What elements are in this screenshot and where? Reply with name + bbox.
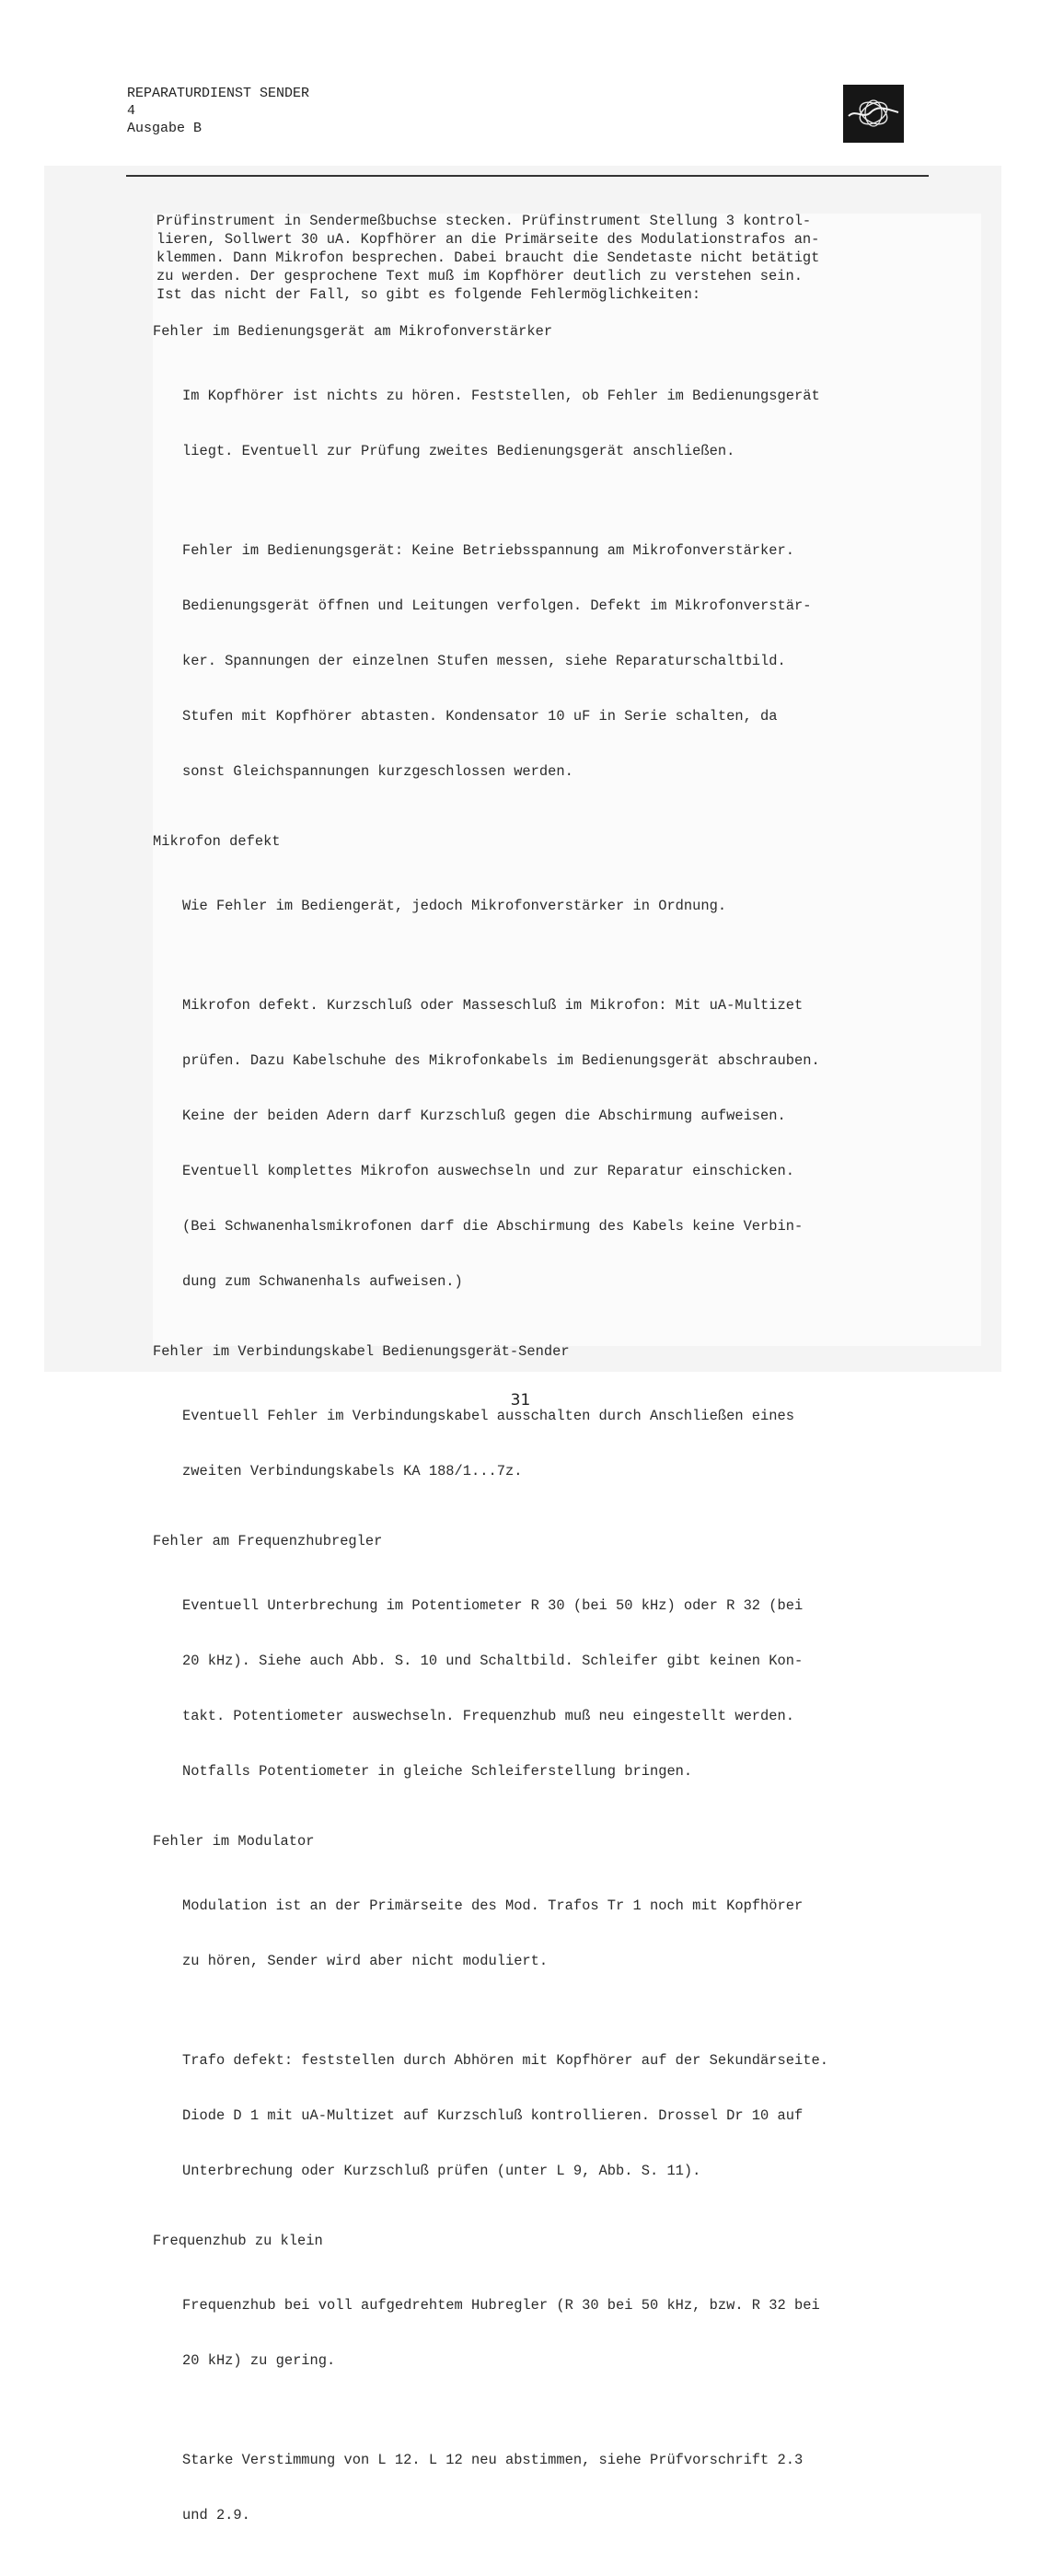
section-paragraph — [182, 1560, 931, 1817]
text-line: Bedienungsgerät öffnen und Leitungen verfolgen. Defekt im Mikrofonverstär- — [182, 598, 812, 614]
text-line: Trafo defekt: feststellen durch Abhören mit Kopfhörer auf der Sekundärseite. — [182, 2052, 828, 2069]
text-line: zu werden. Der gesprochene Text muß im Kopfhörer deutlich zu verstehen sein. — [156, 268, 803, 284]
text-line: liegt. Eventuell zur Prüfung zweites Bedienungsgerät anschließen. — [182, 443, 735, 459]
text-line: und 2.9. — [182, 2507, 250, 2524]
company-logo — [843, 85, 904, 143]
section-mikrofon-defekt — [149, 832, 931, 1328]
text-line: 20 kHz). Siehe auch Abb. S. 10 und Schaltbild. Schleifer gibt keinen Kon- — [182, 1653, 804, 1669]
text-line: zweiten Verbindungskabels KA 188/1...7z. — [182, 1463, 523, 1479]
section-paragraph — [182, 860, 931, 952]
section-verbindungskabel — [149, 1342, 931, 1517]
text-line: Fehler im Bedienungsgerät: Keine Betriebsspannung am Mikrofonverstärker. — [182, 542, 794, 559]
text-line: Ist das nicht der Fall, so gibt es folgende Fehlermöglichkeiten: — [156, 286, 701, 303]
header-edition: Ausgabe B — [127, 121, 202, 136]
text-line: Stufen mit Kopfhörer abtasten. Kondensator 10 uF in Serie schalten, da — [182, 708, 778, 725]
section-heading: Fehler im Modulator — [153, 1833, 315, 1850]
section-heading: Mikrofon defekt — [153, 833, 281, 850]
text-line: Im Kopfhörer ist nichts zu hören. Feststellen, ob Fehler im Bedienungsgerät — [182, 388, 820, 404]
text-line: Keine der beiden Adern darf Kurzschluß gegen die Abschirmung aufweisen. — [182, 1108, 786, 1124]
section-paragraph — [182, 959, 931, 1328]
text-line: lieren, Sollwert 30 uA. Kopfhörer an die Primärseite des Modulationstrafos an- — [156, 231, 820, 248]
header-title: REPARATURDIENST SENDER — [127, 86, 310, 101]
text-line: klemmen. Dann Mikrofon besprechen. Dabei braucht die Sendetaste nicht betätigt — [156, 249, 820, 266]
section-frequenzhubregler — [149, 1532, 931, 1817]
text-line: Eventuell komplettes Mikrofon auswechseln und zur Reparatur einschicken. — [182, 1163, 794, 1179]
section-heading: Fehler im Verbindungskabel Bedienungsgerät-Sender — [153, 1343, 570, 1360]
text-line: prüfen. Dazu Kabelschuhe des Mikrofonkabels im Bedienungsgerät abschrauben. — [182, 1052, 820, 1069]
section-paragraph — [182, 2414, 931, 2561]
text-line: Mikrofon defekt. Kurzschluß oder Masseschluß im Mikrofon: Mit uA-Multizet — [182, 997, 804, 1014]
intro-paragraph — [156, 212, 931, 304]
text-line: dung zum Schwanenhals aufweisen.) — [182, 1273, 463, 1290]
text-line: (Bei Schwanenhalsmikrofonen darf die Abschirmung des Kabels keine Verbin- — [182, 1218, 804, 1235]
text-line: takt. Potentiometer auswechseln. Frequenzhub muß neu eingestellt werden. — [182, 1708, 794, 1724]
text-line: sonst Gleichspannungen kurzgeschlossen werden. — [182, 763, 573, 780]
text-line: Modulation ist an der Primärseite des Mod. Trafos Tr 1 noch mit Kopfhörer — [182, 1897, 804, 1914]
section-mikrofonverstaerker — [149, 322, 931, 818]
text-line: 20 kHz) zu gering. — [182, 2352, 336, 2369]
text-line: Eventuell Unterbrechung im Potentiometer R 30 (bei 50 kHz) oder R 32 (bei — [182, 1597, 804, 1614]
header-divider — [126, 175, 929, 177]
text-line: Notfalls Potentiometer in gleiche Schleiferstellung bringen. — [182, 1763, 693, 1780]
section-paragraph — [182, 350, 931, 497]
section-paragraph — [182, 1860, 931, 2007]
section-heading: Fehler im Bedienungsgerät am Mikrofonverstärker — [153, 323, 553, 340]
text-line: Eventuell Fehler im Verbindungskabel ausschalten durch Anschließen eines — [182, 1408, 794, 1424]
section-heading: Fehler am Frequenzhubregler — [153, 1533, 383, 1549]
document-header — [127, 85, 309, 137]
logo-emblem-icon — [843, 85, 904, 143]
text-line: Starke Verstimmung von L 12. L 12 neu abstimmen, siehe Prüfvorschrift 2.3 — [182, 2452, 804, 2468]
section-paragraph — [182, 505, 931, 818]
text-line: Wie Fehler im Bediengerät, jedoch Mikrofonverstärker in Ordnung. — [182, 898, 727, 914]
section-paragraph — [182, 2259, 931, 2407]
text-line: ker. Spannungen der einzelnen Stufen messen, siehe Reparaturschaltbild. — [182, 653, 786, 669]
page-number: 31 — [510, 1391, 531, 1410]
section-heading: Frequenzhub zu klein — [153, 2233, 323, 2249]
text-line: Prüfinstrument in Sendermeßbuchse stecken. Prüfinstrument Stellung 3 kontrol- — [156, 213, 812, 229]
header-number: 4 — [127, 103, 136, 119]
section-paragraph — [182, 2014, 931, 2217]
text-line: Frequenzhub bei voll aufgedrehtem Hubregler (R 30 bei 50 kHz, bzw. R 32 bei — [182, 2297, 820, 2314]
section-frequenzhub-zu-klein — [149, 2232, 931, 2561]
text-line: Unterbrechung oder Kurzschluß prüfen (unter L 9, Abb. S. 11). — [182, 2163, 701, 2179]
text-line: Diode D 1 mit uA-Multizet auf Kurzschluß kontrollieren. Drossel Dr 10 auf — [182, 2107, 804, 2124]
text-line: zu hören, Sender wird aber nicht moduliert. — [182, 1953, 549, 1969]
section-modulator — [149, 1832, 931, 2217]
